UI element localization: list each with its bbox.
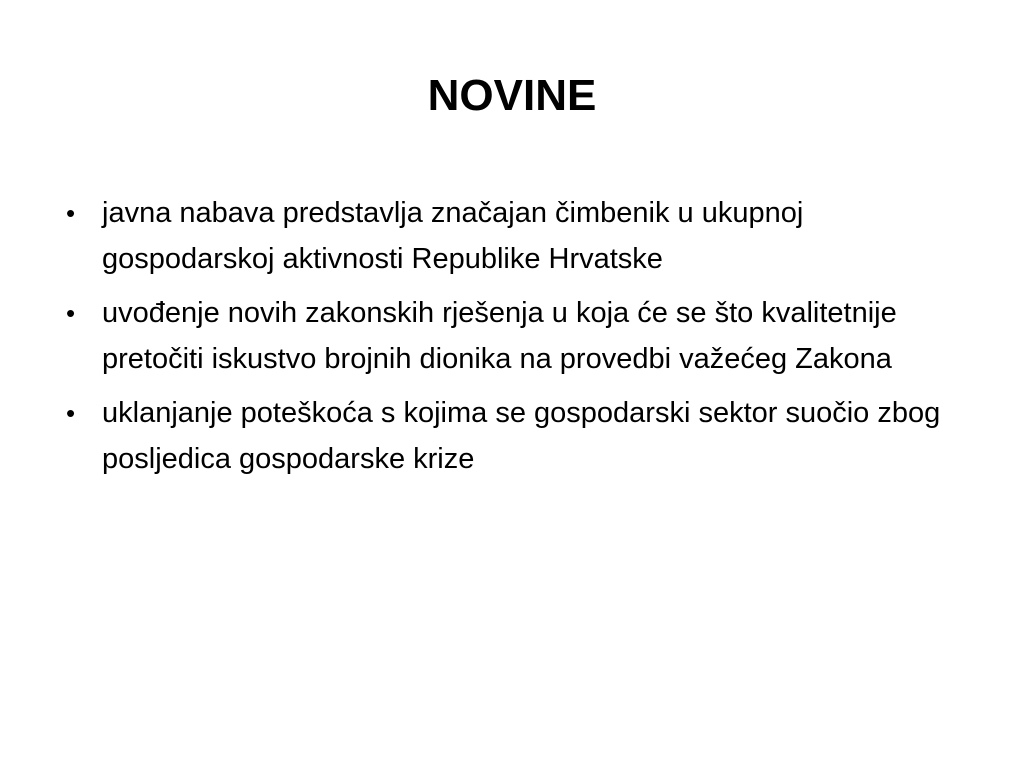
list-item — [60, 190, 960, 282]
bullet-icon: • — [66, 198, 76, 228]
bullet-icon: • — [66, 298, 76, 328]
bullet-text: uvođenje novih zakonskih rješenja u koja će se što kvalitetnije pretočiti iskustvo brojnih dionika na provedbi važećeg Zakona — [102, 297, 897, 375]
slide-title: NOVINE — [427, 71, 597, 120]
bullet-text: javna nabava predstavlja značajan čimbenik u ukupnoj gospodarskoj aktivnosti Republike Hrvatske — [102, 197, 804, 275]
list-item — [60, 290, 960, 382]
bullet-icon: • — [66, 398, 76, 428]
bullet-text: uklanjanje poteškoća s kojima se gospodarski sektor suočio zbog posljedica gospodarske krize — [102, 397, 941, 475]
bullet-list — [60, 190, 960, 490]
list-item — [60, 390, 960, 482]
